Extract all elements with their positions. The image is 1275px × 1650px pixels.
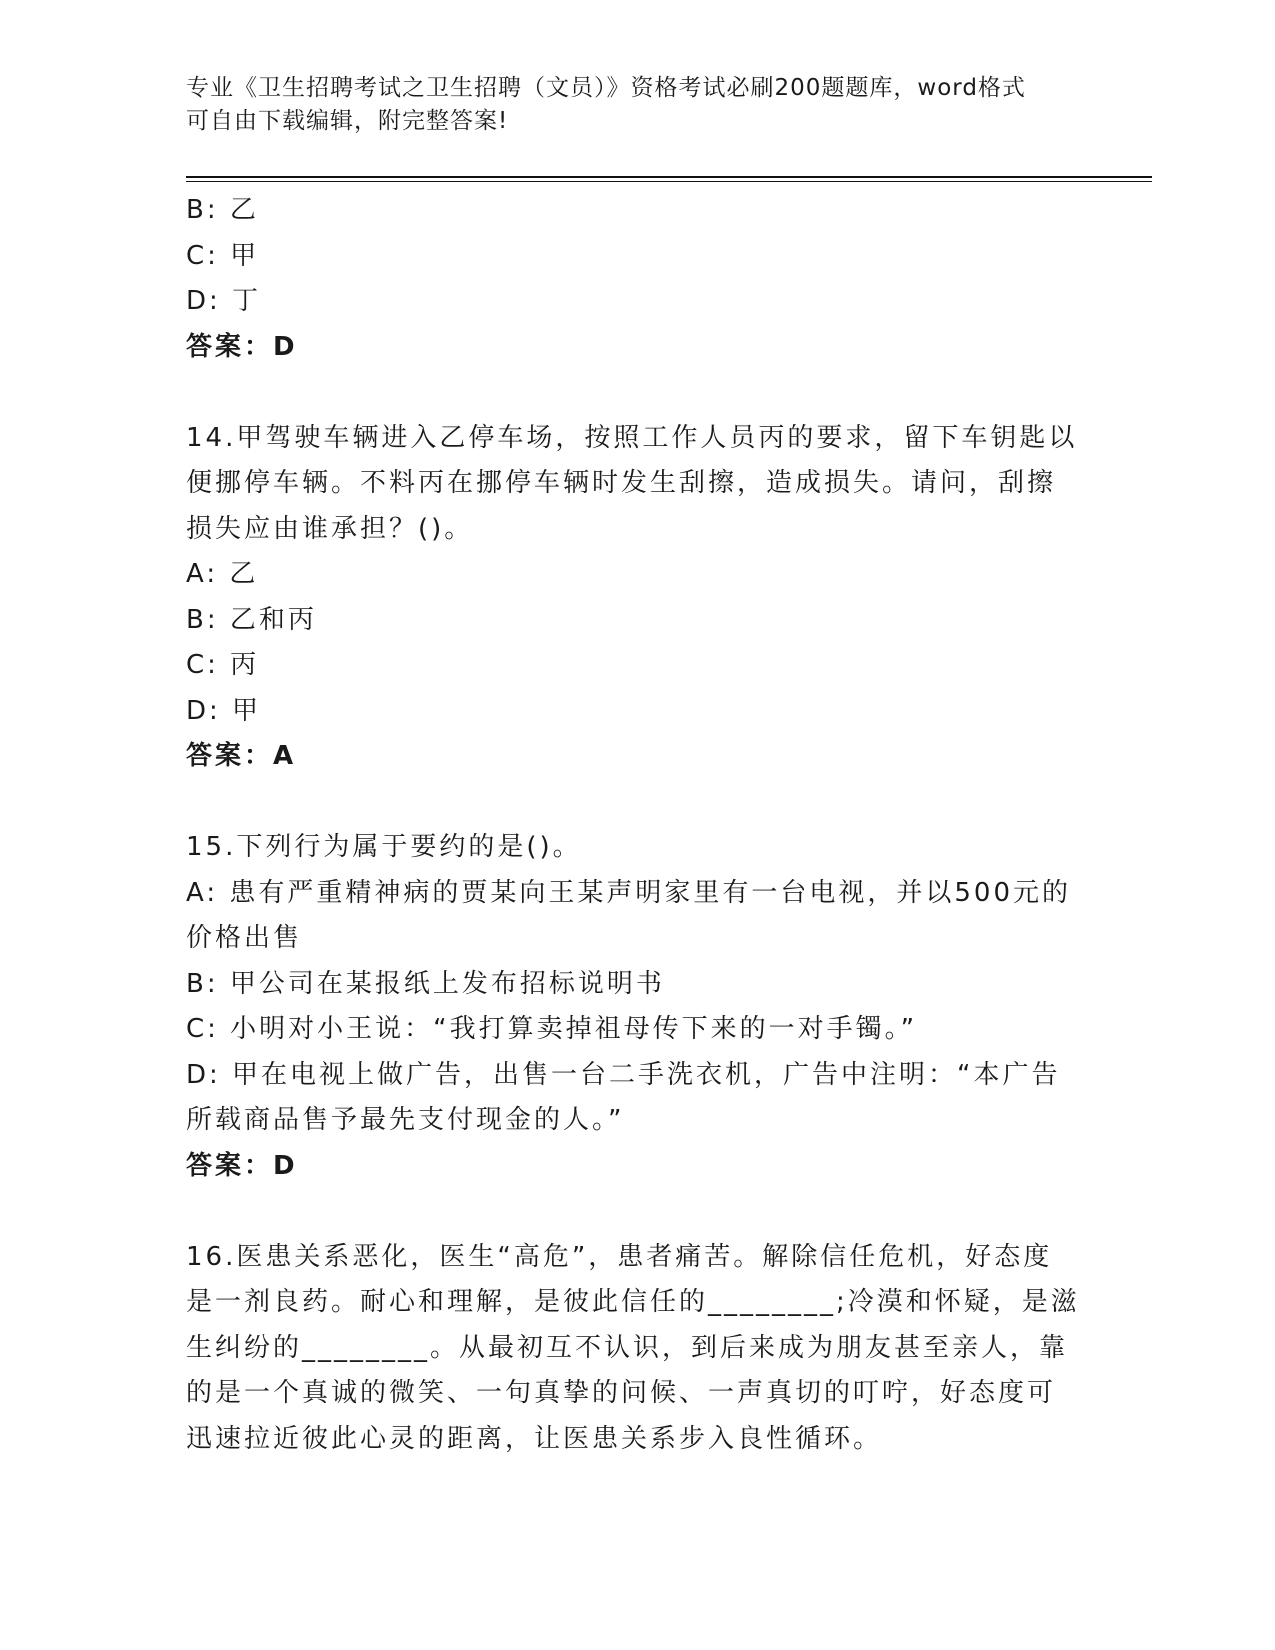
- q15-option-c: C: 小明对小王说：“我打算卖掉祖母传下来的一对手镯。”: [186, 1014, 918, 1044]
- header-line-1: 专业《卫生招聘考试之卫生招聘（文员）》资格考试必刷200题题库，word格式: [186, 75, 1026, 101]
- page-header: [186, 72, 1066, 138]
- q13-option-c: C: 甲: [186, 240, 260, 271]
- q16-stem-line-2: 是一剂良药。耐心和理解，是彼此信任的________;冷漠和怀疑，是滋: [186, 1287, 1080, 1317]
- q13-option-d: D: 丁: [186, 286, 262, 316]
- q15-option-d-line-2: 所载商品售予最先支付现金的人。”: [186, 1105, 625, 1135]
- q13-answer: 答案：D: [186, 331, 298, 362]
- spacer: [186, 1189, 1070, 1235]
- spacer: [186, 370, 1070, 416]
- q16-stem-line-3: 生纠纷的________。从最初互不认识，到后来成为朋友甚至亲人，靠: [186, 1332, 1069, 1363]
- q14-option-b: B: 乙和丙: [186, 604, 317, 635]
- header-rule-thick: [186, 176, 1152, 178]
- q15-option-b: B: 甲公司在某报纸上发布招标说明书: [186, 968, 665, 999]
- q13-option-b: B: 乙: [186, 195, 259, 225]
- header-line-2: 可自由下载编辑，附完整答案!: [186, 108, 509, 134]
- q15-answer: 答案：D: [186, 1150, 298, 1181]
- header-rule-thin: [186, 181, 1152, 182]
- q16-stem-line-4: 的是一个真诚的微笑、一句真挚的问候、一声真切的叮咛，好态度可: [186, 1378, 1057, 1408]
- q14-option-a: A: 乙: [186, 559, 259, 589]
- q14-option-d: D: 甲: [186, 695, 262, 726]
- q15-option-a-line-1: A: 患有严重精神病的贾某向王某声明家里有一台电视，并以500元的: [186, 877, 1071, 908]
- q16-stem-line-1: 16.医患关系恶化，医生“高危”，患者痛苦。解除信任危机，好态度: [186, 1241, 1053, 1272]
- q14-stem-line-1: 14.甲驾驶车辆进入乙停车场，按照工作人员丙的要求，留下车钥匙以: [186, 422, 1078, 453]
- q16-stem-line-5: 迅速拉近彼此心灵的距离，让医患关系步入良性循环。: [186, 1423, 883, 1454]
- q14-stem-line-3: 损失应由谁承担？()。: [186, 513, 474, 544]
- q15-option-d-line-1: D: 甲在电视上做广告，出售一台二手洗衣机，广告中注明：“本广告: [186, 1059, 1061, 1090]
- spacer: [186, 780, 1070, 826]
- q15-stem: 15.下列行为属于要约的是()。: [186, 832, 582, 862]
- q15-option-a-line-2: 价格出售: [186, 923, 303, 953]
- q14-option-c: C: 丙: [186, 650, 260, 680]
- question-content: [186, 188, 1080, 1462]
- q14-answer: 答案：A: [186, 741, 297, 771]
- q14-stem-line-2: 便挪停车辆。不料丙在挪停车辆时发生刮擦，造成损失。请问，刮擦: [186, 468, 1057, 498]
